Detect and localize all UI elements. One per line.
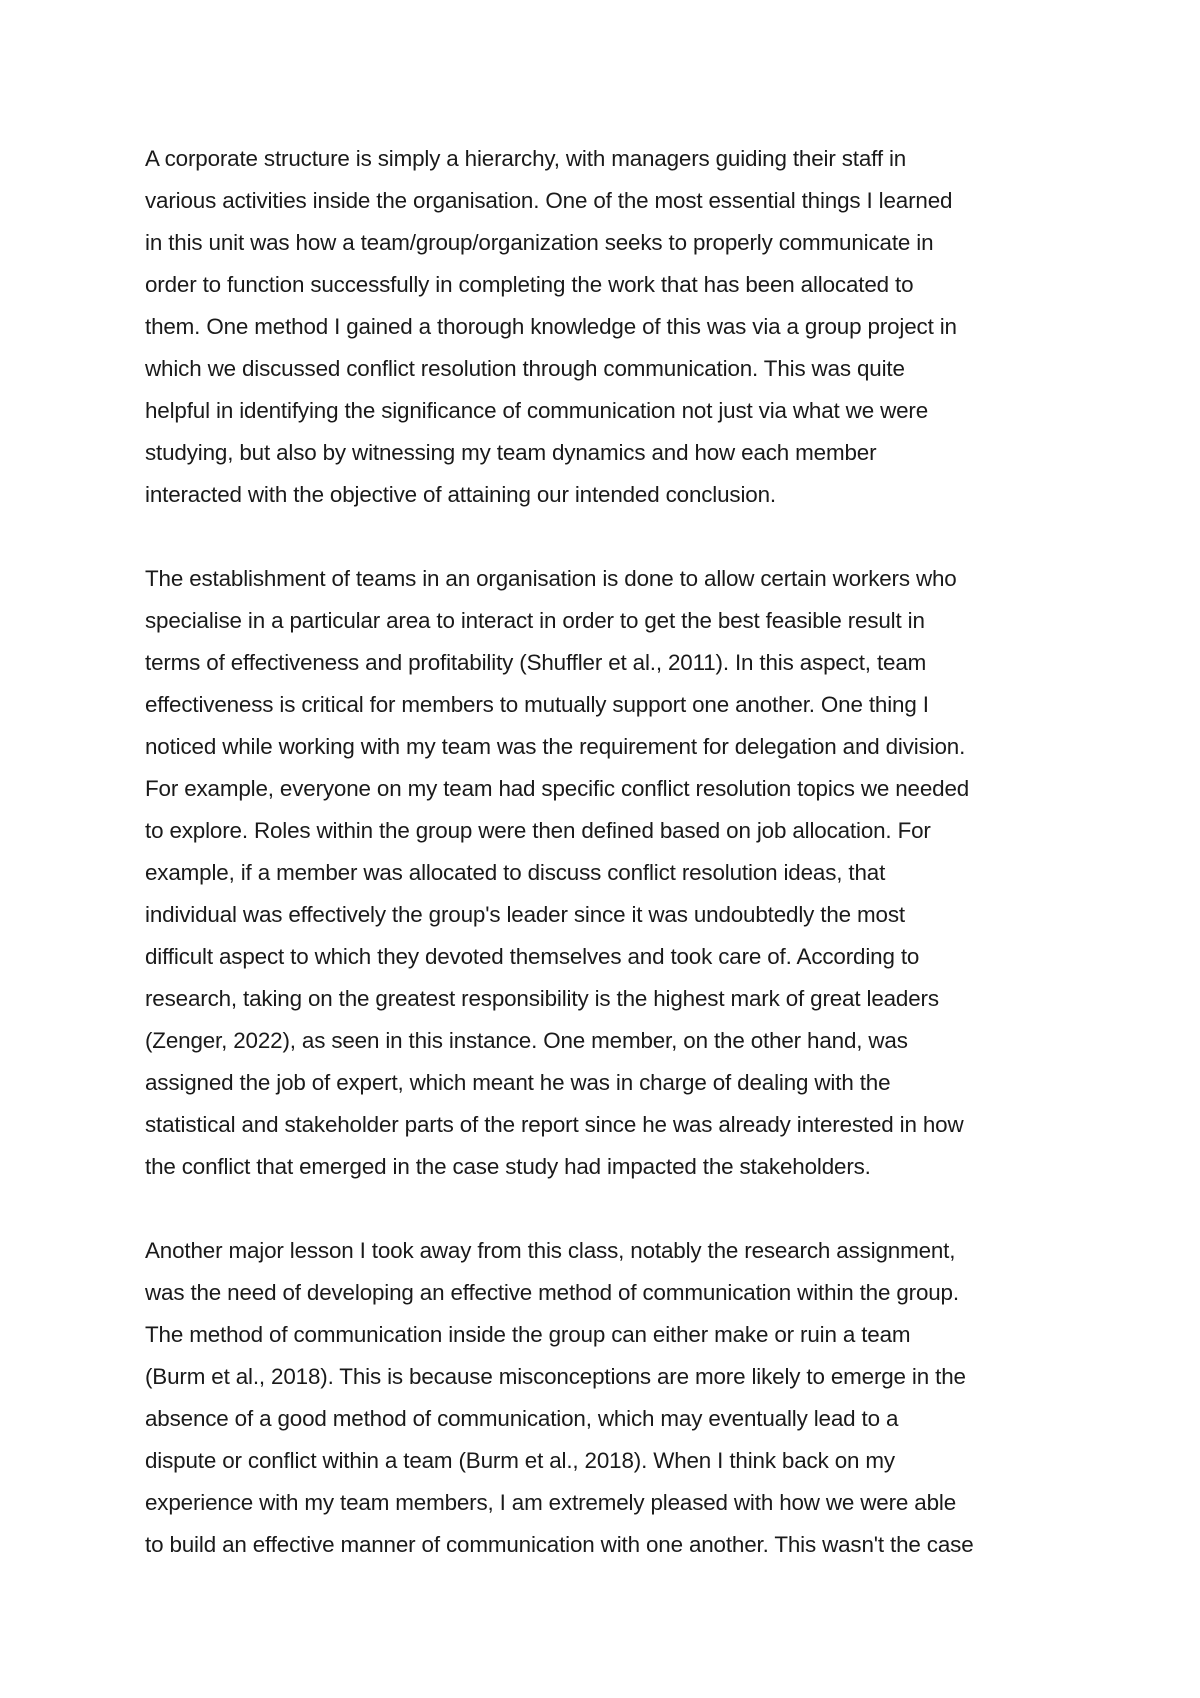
text-line: For example, everyone on my team had specific conflict resolution topics we needed [145,776,970,801]
text-line: the conflict that emerged in the case study had impacted the stakeholders. [145,1154,871,1179]
text-line: interacted with the objective of attaining our intended conclusion. [145,482,776,507]
paragraph-1 [145,138,1075,516]
text-line: The establishment of teams in an organisation is done to allow certain workers who [145,566,957,591]
text-line: in this unit was how a team/group/organization seeks to properly communicate in [145,230,934,255]
document-body [145,138,1075,1566]
text-line: research, taking on the greatest responsibility is the highest mark of great leaders [145,986,939,1011]
text-line: noticed while working with my team was the requirement for delegation and division. [145,734,966,759]
paragraph-3 [145,1230,1075,1566]
text-line: example, if a member was allocated to discuss conflict resolution ideas, that [145,860,886,885]
text-line: A corporate structure is simply a hierarchy, with managers guiding their staff in [145,146,907,171]
text-line: absence of a good method of communication, which may eventually lead to a [145,1406,899,1431]
text-line: studying, but also by witnessing my team dynamics and how each member [145,440,877,465]
text-line: specialise in a particular area to interact in order to get the best feasible result in [145,608,925,633]
text-line: experience with my team members, I am extremely pleased with how we were able [145,1490,957,1515]
text-line: to explore. Roles within the group were then defined based on job allocation. For [145,818,931,843]
text-line: was the need of developing an effective method of communication within the group. [145,1280,959,1305]
text-line: effectiveness is critical for members to mutually support one another. One thing I [145,692,929,717]
text-line: The method of communication inside the group can either make or ruin a team [145,1322,911,1347]
text-line: Another major lesson I took away from this class, notably the research assignment, [145,1238,956,1263]
text-line: terms of effectiveness and profitability (Shuffler et al., 2011). In this aspect, team [145,650,927,675]
text-line: to build an effective manner of communication with one another. This wasn't the case [145,1532,974,1557]
text-line: dispute or conflict within a team (Burm et al., 2018). When I think back on my [145,1448,895,1473]
text-line: statistical and stakeholder parts of the report since he was already interested in how [145,1112,964,1137]
text-line: individual was effectively the group's leader since it was undoubtedly the most [145,902,905,927]
text-line: various activities inside the organisation. One of the most essential things I learned [145,188,953,213]
text-line: order to function successfully in completing the work that has been allocated to [145,272,914,297]
text-line: difficult aspect to which they devoted themselves and took care of. According to [145,944,920,969]
text-line: (Burm et al., 2018). This is because misconceptions are more likely to emerge in the [145,1364,966,1389]
text-line: which we discussed conflict resolution through communication. This was quite [145,356,905,381]
text-line: (Zenger, 2022), as seen in this instance. One member, on the other hand, was [145,1028,908,1053]
text-line: them. One method I gained a thorough knowledge of this was via a group project in [145,314,957,339]
text-line: helpful in identifying the significance of communication not just via what we were [145,398,928,423]
paragraph-2 [145,558,1075,1188]
text-line: assigned the job of expert, which meant he was in charge of dealing with the [145,1070,891,1095]
